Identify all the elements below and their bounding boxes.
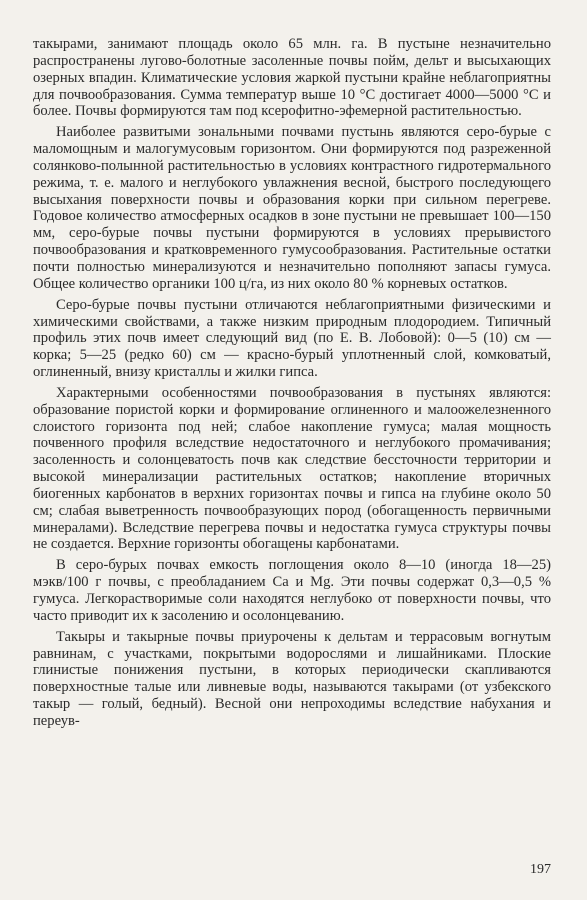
paragraph-continuation: такырами, занимают площадь около 65 млн. га. В пустыне незначительно распространены лугово-болотные засоленные почвы пойм, дельт и высыхающих озерных впадин. Климатические условия жаркой пустыни крайне неблагоприятны для почвообразования. Сумма температур выше 10 °C достигает 4000—5000 °C и более. Почвы формируются там под ксерофитно-эфемерной растительностью. <box>33 36 551 120</box>
paragraph-features: Характерными особенностями почвообразования в пустынях являются: образование пористой корки и формирование оглиненного и малоожелезненного слоистого горизонта под ней; слабое накопление гумуса; малая мощность почвенного профиля вследствие недостаточного и неглубокого промачивания; засоленность и солонцеватость почв как следствие бессточности территории и высокой минерализации растительных остатков; накопление вторичных биогенных карбонатов в верхних горизонтах почвы и гипса на глубине около 50 см; слабая выветренность почвообразующих пород (обогащенность первичными минералами). Вследствие перегрева почвы и недостатка гумуса структуры почвы не создается. Верхние горизонты обогащены карбонатами. <box>33 384 551 553</box>
paragraph-takyrs: Такыры и такырные почвы приурочены к дельтам и террасовым вогнутым равнинам, с участками, покрытыми водорослями и лишайниками. Плоские глинистые понижения пустыни, в которых периодически скапливаются поверхностные талые или ливневые воды, называются такырами (от узбекского такыр — голый, бедный). Весной они непроходимы вследствие набухания и переув- <box>33 628 551 729</box>
paragraph-exchange-capacity: В серо-бурых почвах емкость поглощения около 8—10 (иногда 18—25) мэкв/100 г почвы, с преобладанием Ca и Mg. Эти почвы содержат 0,3—0,5 % гумуса. Легкорастворимые соли находятся неглубоко от поверхности почвы, что часто приводит их к засолению и осолонцеванию. <box>33 557 551 624</box>
paragraph-zonal-soils: Наиболее развитыми зональными почвами пустынь являются серо-бурые с маломощным и малогумусовым горизонтом. Они формируются под разреженной солянково-полынной растительностью в условиях контрастного гидротермального режима, т. е. малого и неглубокого увлажнения весной, быстрого последующего высыхания поверхности почвы и образования корки при сильном перегреве. Годовое количество атмосферных осадков в зоне пустыни не превышает 100—150 мм, серо-бурые почвы пустыни формируются в условиях прерывистого почвообразования и кратковременного гумусообразования. Растительные остатки почти полностью минерализуются и незначительно пополняют запасы гумуса. Общее количество органики 100 ц/га, из них около 80 % корневых остатков. <box>33 124 551 292</box>
body-text <box>33 36 551 730</box>
paragraph-profile: Серо-бурые почвы пустыни отличаются неблагоприятными физическими и химическими свойствами, а также низким природным плодородием. Типичный профиль этих почв имеет следующий вид (по Е. В. Лобовой): 0—5 (10) см — корка; 5—25 (редко 60) см — красно-бурый уплотненный слой, комковатый, оглиненный, внизу кристаллы и жилки гипса. <box>33 296 551 381</box>
page-number: 197 <box>530 862 551 877</box>
